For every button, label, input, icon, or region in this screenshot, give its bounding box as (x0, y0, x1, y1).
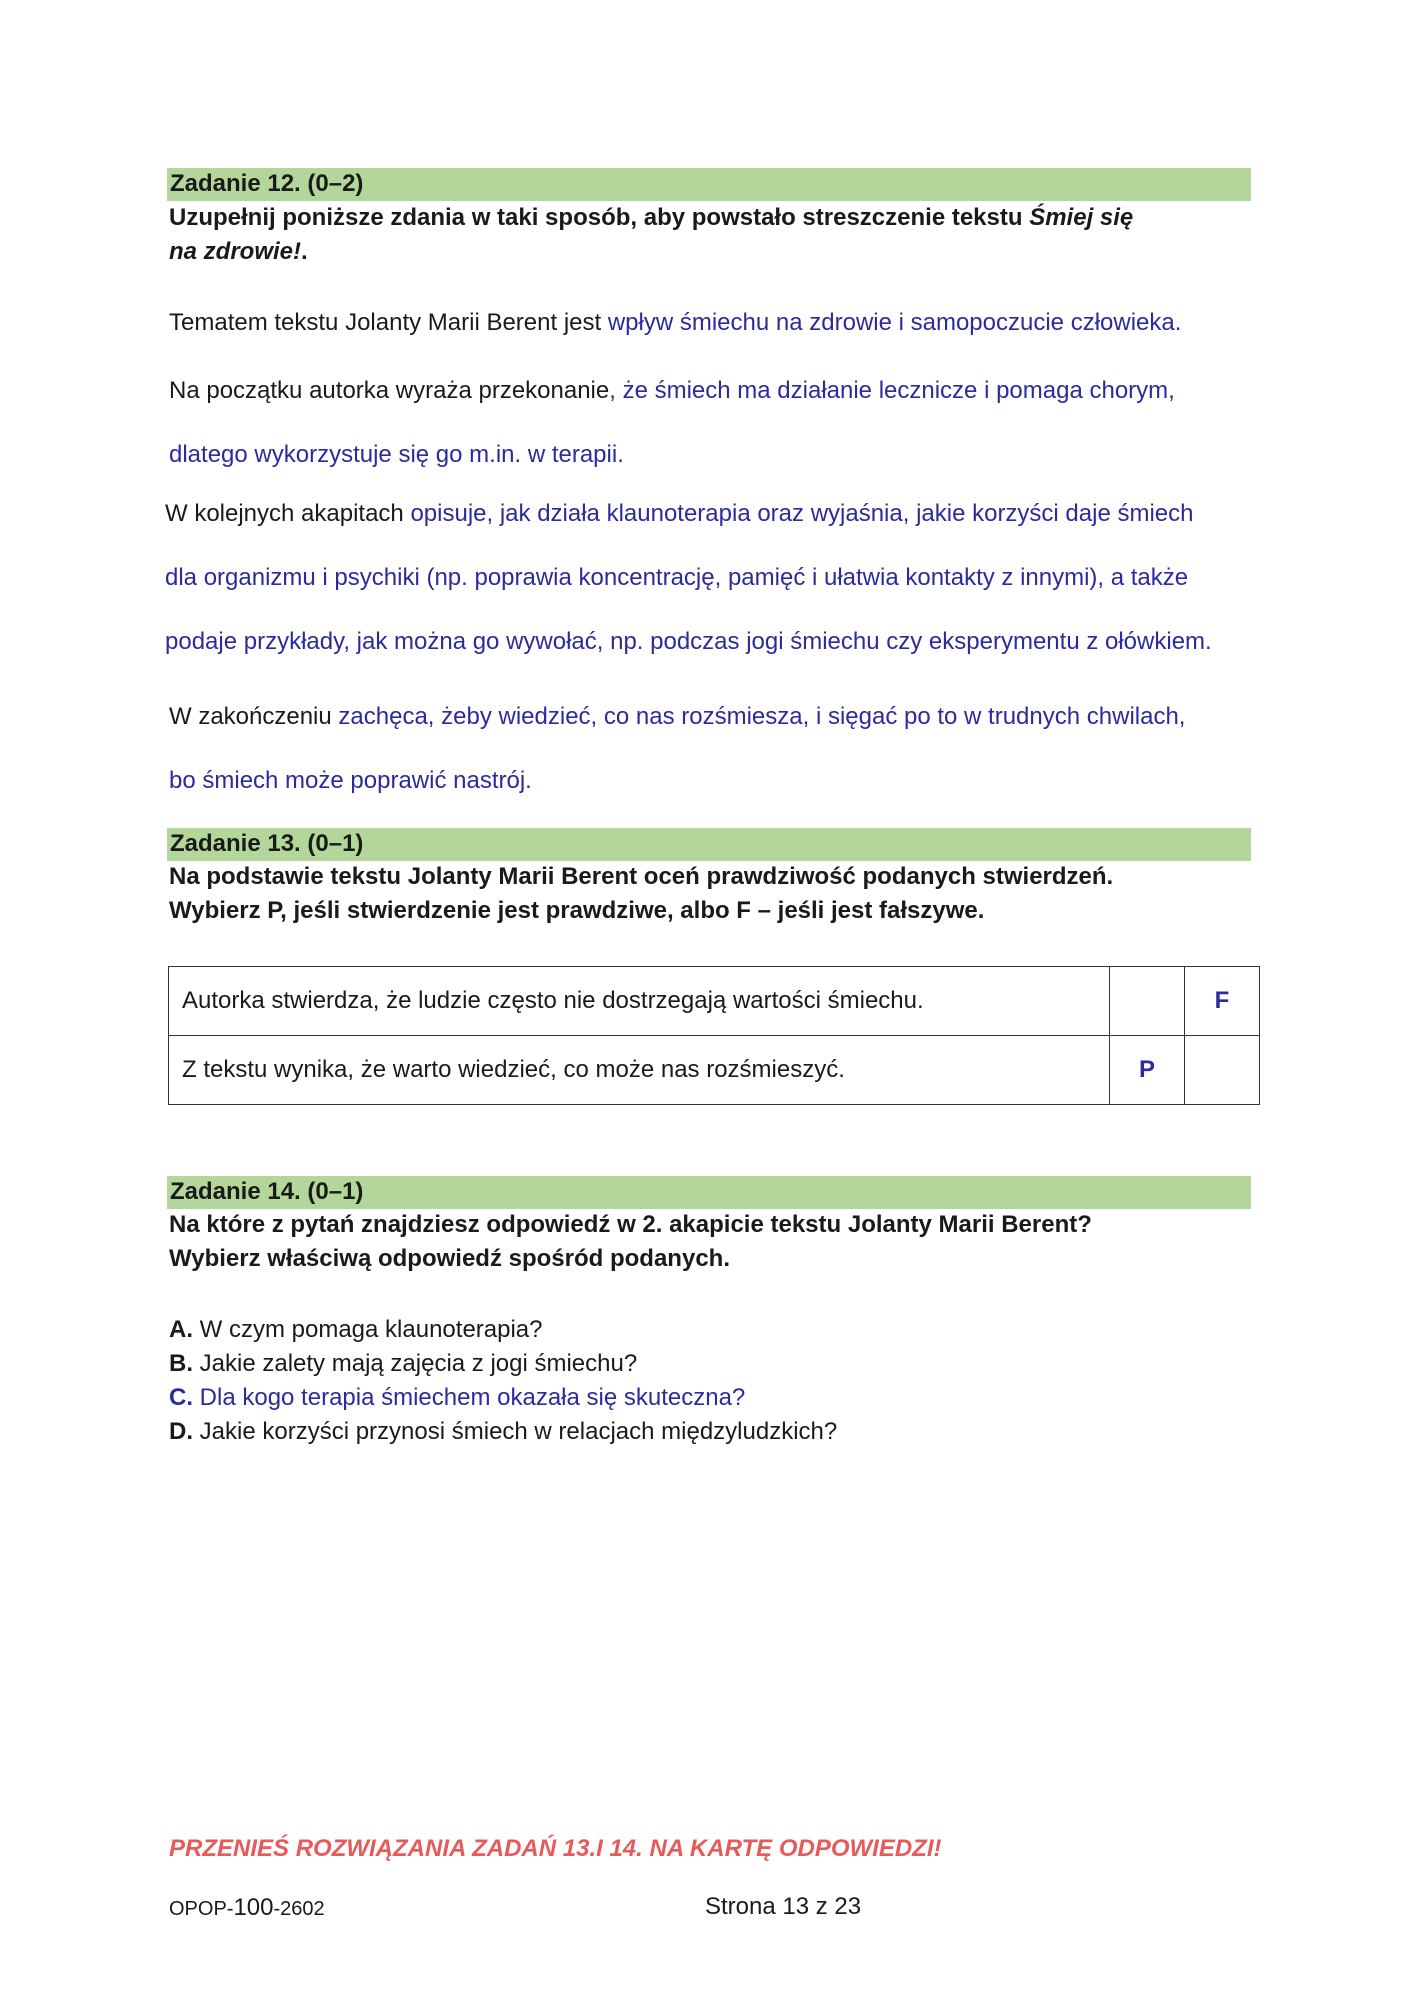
task12-header: Zadanie 12. (0–2) (170, 170, 364, 197)
f-cell[interactable]: F (1185, 967, 1260, 1036)
summary-line-1: Tematem tekstu Jolanty Marii Berent jest wpływ śmiechu na zdrowie i samopoczucie człowieka. (169, 309, 1182, 336)
answer-text: dla organizmu i psychiki (np. poprawia koncentrację, pamięć i ułatwia kontakty z innymi), a także (165, 564, 1189, 591)
task13-instruction-line1: Na podstawie tekstu Jolanty Marii Berent oceń prawdziwość podanych stwierdzeń. (169, 863, 1114, 890)
option-b[interactable]: B. Jakie zalety mają zajęcia z jogi śmiechu? (169, 1350, 638, 1377)
answer-text: zachęca, żeby wiedzieć, co nas rozśmiesza, i sięgać po to w trudnych chwilach, (331, 703, 1186, 730)
option-a[interactable]: A. W czym pomaga klaunoterapia? (169, 1316, 543, 1343)
summary-line-4: W kolejnych akapitach opisuje, jak działa klaunoterapia oraz wyjaśnia, jakie korzyści daje śmiech (165, 500, 1194, 527)
answer-text: , że śmiech ma działanie lecznicze i pomaga chorym, (609, 377, 1175, 404)
table-row (169, 1036, 1260, 1105)
task14-header-band (167, 1176, 1251, 1209)
p-cell[interactable] (1110, 967, 1185, 1036)
answer-text: opisuje, jak działa klaunoterapia oraz wyjaśnia, jakie korzyści daje śmiech (403, 500, 1194, 527)
statement-cell: Z tekstu wynika, że warto wiedzieć, co może nas rozśmieszyć. (169, 1036, 1110, 1105)
option-d[interactable]: D. Jakie korzyści przynosi śmiech w relacjach międzyludzkich? (169, 1418, 838, 1445)
task13-header: Zadanie 13. (0–1) (170, 830, 364, 857)
task12-header-band (167, 168, 1251, 201)
summary-line-5 (165, 564, 1188, 592)
task14-header: Zadanie 14. (0–1) (170, 1178, 364, 1205)
option-c-selected[interactable]: C. Dla kogo terapia śmiechem okazała się skuteczna? (169, 1384, 746, 1411)
page-number: Strona 13 z 23 (705, 1893, 862, 1920)
true-false-table (168, 966, 1260, 1105)
task13-header-band (167, 828, 1251, 861)
table-row (169, 967, 1260, 1036)
exam-code: OPOP-100-2602 (169, 1894, 325, 1921)
f-cell[interactable] (1185, 1036, 1260, 1105)
statement-cell: Autorka stwierdza, że ludzie często nie dostrzegają wartości śmiechu. (169, 967, 1110, 1036)
task14-instruction-line1: Na które z pytań znajdziesz odpowiedź w 2. akapicie tekstu Jolanty Marii Berent? (169, 1211, 1092, 1238)
task13-instruction-line2: Wybierz P, jeśli stwierdzenie jest prawdziwe, albo F – jeśli jest fałszywe. (169, 897, 985, 924)
summary-line-8 (169, 767, 532, 795)
p-cell[interactable]: P (1110, 1036, 1185, 1105)
answer-text: podaje przykłady, jak można go wywołać, np. podczas jogi śmiechu czy eksperymentu z ołówkiem. (165, 628, 1212, 655)
task14-instruction-line2: Wybierz właściwą odpowiedź spośród podanych. (169, 1245, 730, 1272)
summary-line-2: Na początku autorka wyraża przekonanie, że śmiech ma działanie lecznicze i pomaga chorym, (169, 377, 1175, 404)
answer-text: wpływ śmiechu na zdrowie i samopoczucie człowieka. (601, 309, 1182, 336)
task12-title-part1: Śmiej się (1029, 204, 1134, 231)
summary-line-6 (165, 628, 1212, 656)
summary-line-3 (169, 441, 624, 469)
transfer-notice: PRZENIEŚ ROZWIĄZANIA ZADAŃ 13.I 14. NA KARTĘ ODPOWIEDZI! (169, 1835, 942, 1862)
answer-text: dlatego wykorzystuje się go m.in. w terapii. (169, 441, 624, 468)
task12-instruction-line2: na zdrowie!. (169, 238, 308, 265)
task12-instruction: Uzupełnij poniższe zdania w taki sposób, aby powstało streszczenie tekstu Śmiej się (169, 204, 1134, 231)
answer-text: bo śmiech może poprawić nastrój. (169, 767, 532, 794)
options-list (169, 1313, 837, 1449)
summary-line-7: W zakończeniu zachęca, żeby wiedzieć, co nas rozśmiesza, i sięgać po to w trudnych chwilach, (169, 703, 1186, 730)
